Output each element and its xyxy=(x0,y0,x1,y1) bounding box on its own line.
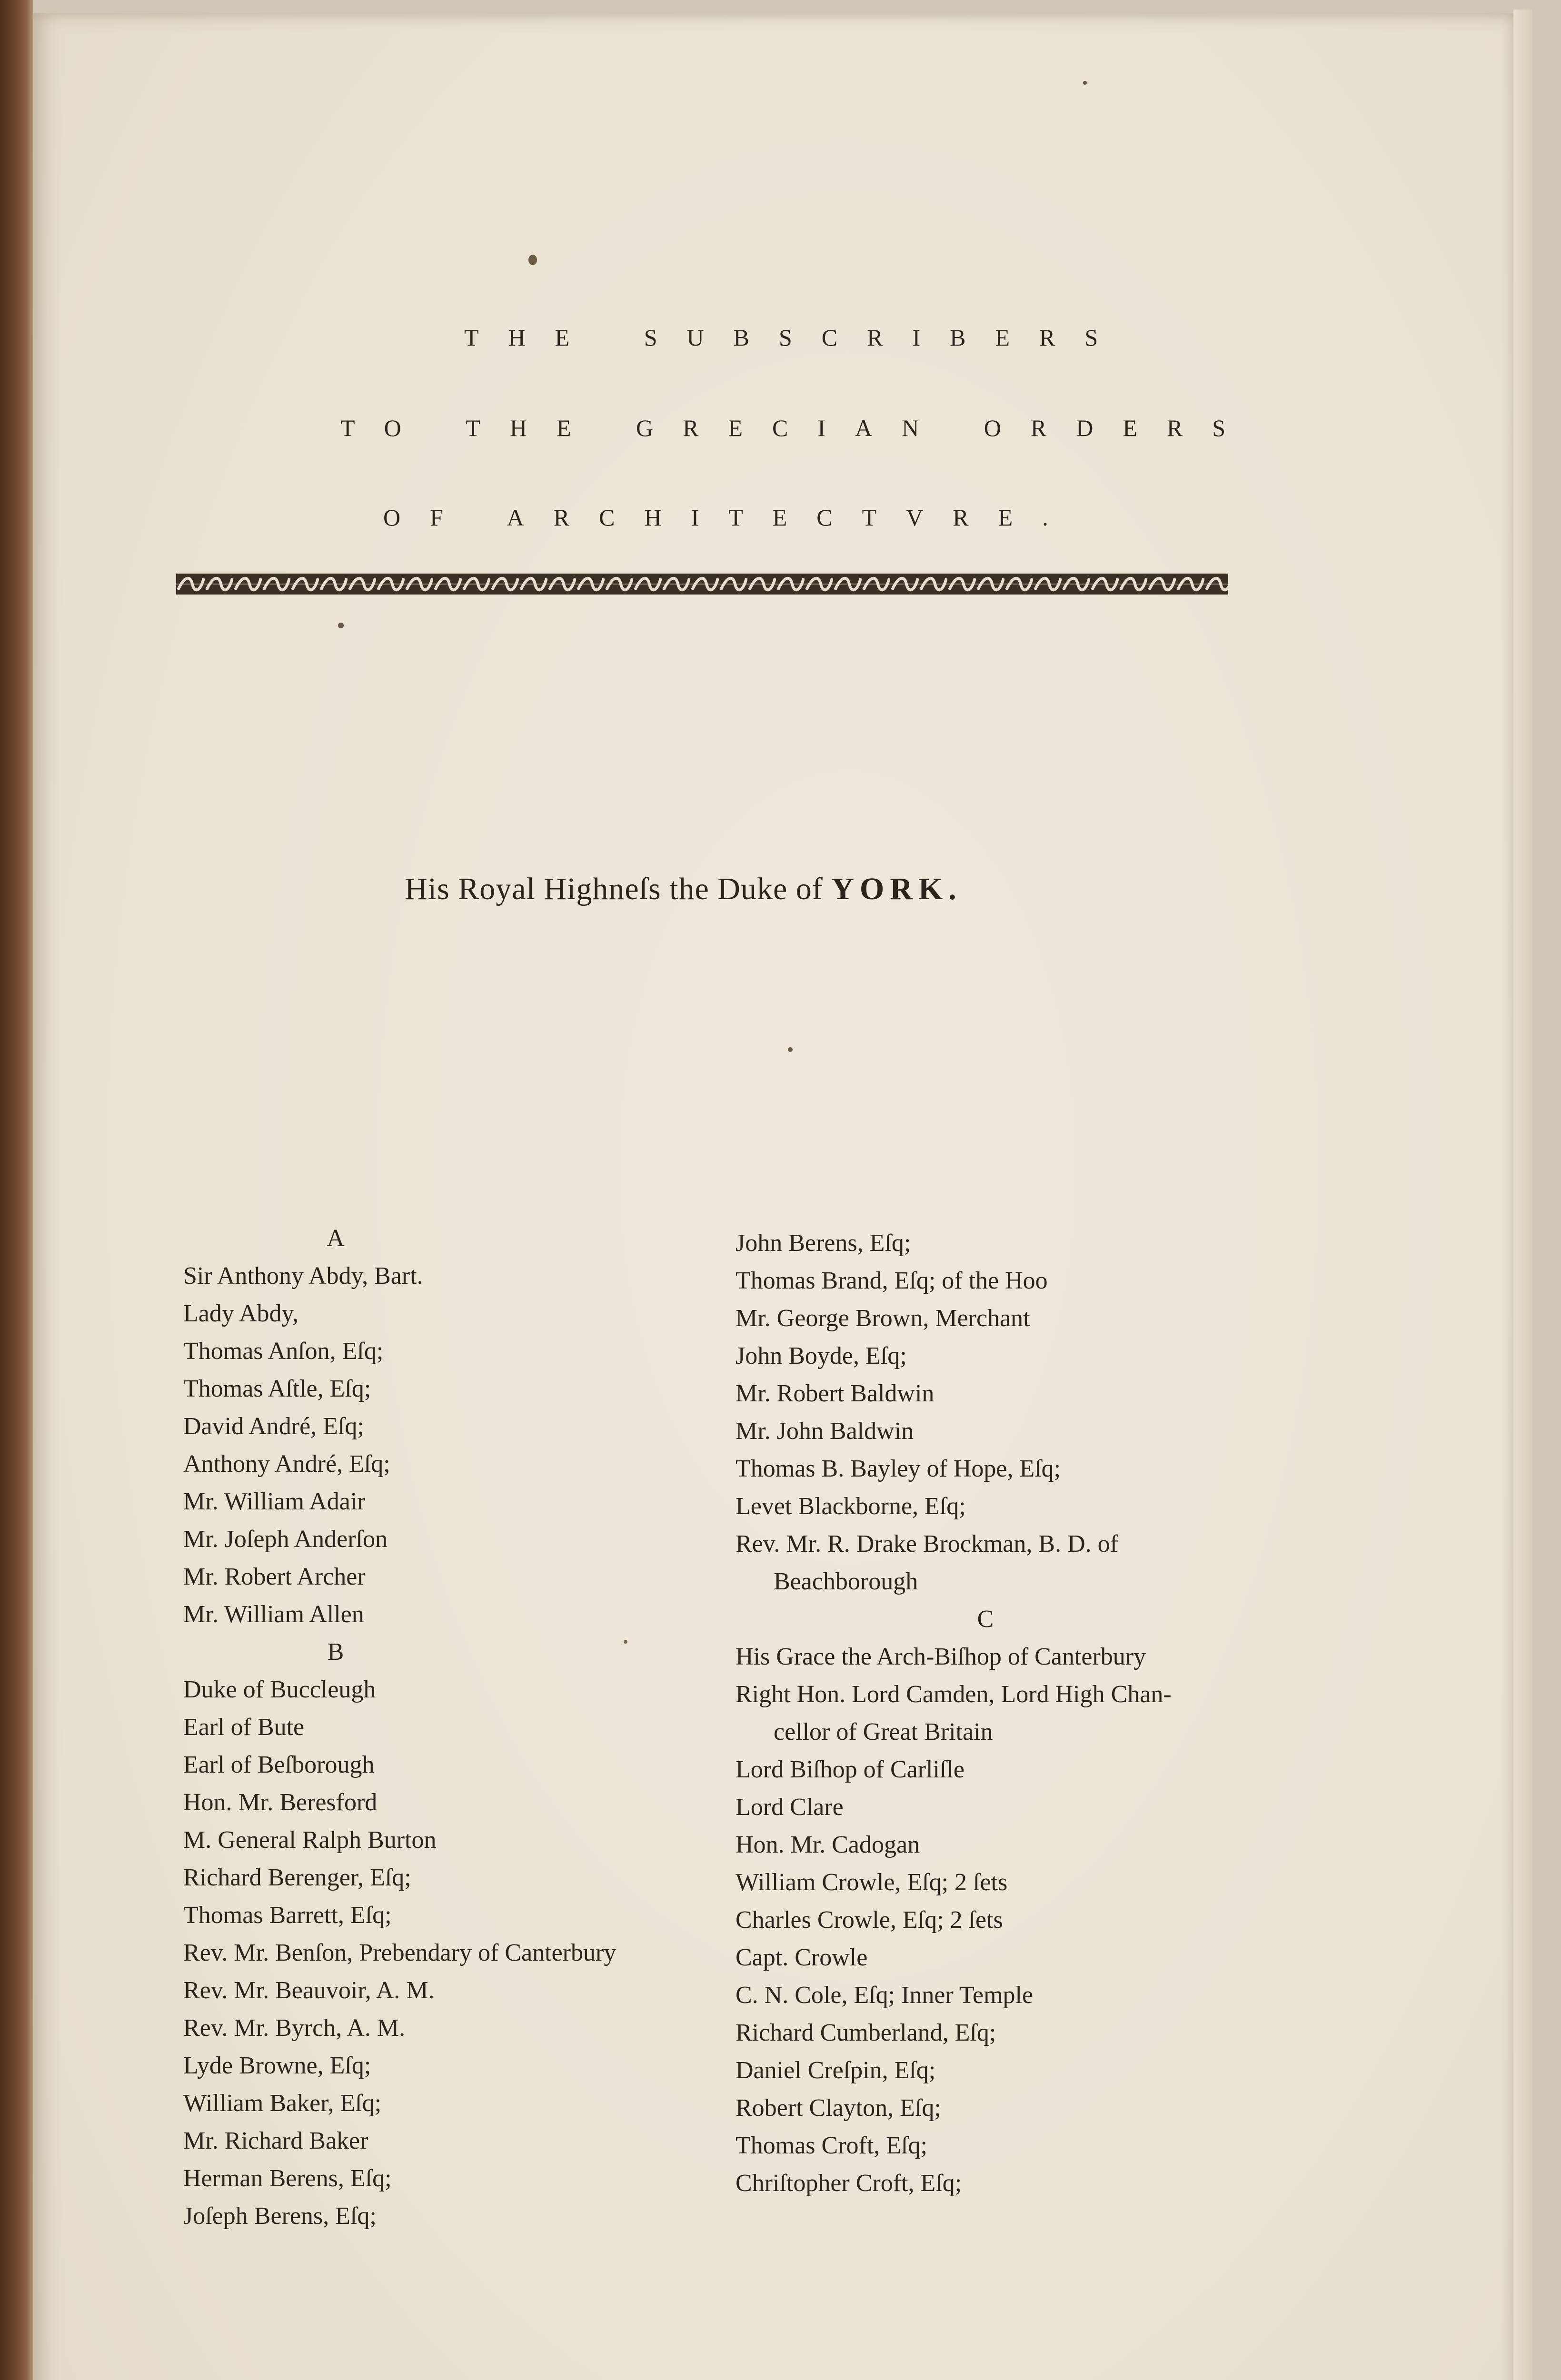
title-line-1: THE SUBSCRIBERS xyxy=(464,324,1128,351)
subscriber-entry: Mr. George Brown, Merchant xyxy=(736,1305,1030,1332)
subscriber-entry: Robert Clayton, Eſq; xyxy=(736,2094,941,2122)
subscriber-entry: His Grace the Arch-Biſhop of Canterbury xyxy=(736,1643,1146,1670)
subscriber-entry: M. General Ralph Burton xyxy=(183,1826,437,1854)
subscriber-entry: Charles Crowle, Eſq; 2 ſets xyxy=(736,1906,1003,1934)
title-line-3: OF ARCHITECTVRE. xyxy=(383,504,1078,531)
subscriber-entry-continuation: cellor of Great Britain xyxy=(774,1718,993,1745)
subscriber-entry: Joſeph Berens, Eſq; xyxy=(183,2202,377,2230)
subscriber-entry: Lord Biſhop of Carliſle xyxy=(736,1756,964,1783)
subscriber-entry: Duke of Buccleugh xyxy=(183,1676,376,1703)
subscriber-entry: David André, Eſq; xyxy=(183,1413,364,1440)
dedication-name: YORK. xyxy=(831,872,962,906)
subscriber-entry: Sir Anthony Abdy, Bart. xyxy=(183,1262,423,1289)
subscriber-entry: Mr. Joſeph Anderſon xyxy=(183,1526,388,1553)
page-stack-edge xyxy=(1513,10,1532,2380)
subscriber-entry: Anthony André, Eſq; xyxy=(183,1450,390,1478)
subscriber-entry: Mr. Robert Archer xyxy=(183,1563,366,1590)
subscriber-entry: Hon. Mr. Cadogan xyxy=(736,1831,920,1858)
subscriber-entry: Thomas Aſtle, Eſq; xyxy=(183,1375,371,1402)
subscriber-entry: Levet Blackborne, Eſq; xyxy=(736,1493,966,1520)
subscriber-entry: Richard Cumberland, Eſq; xyxy=(736,2019,996,2046)
foxing-speck xyxy=(338,623,344,628)
subscriber-column-right xyxy=(736,1224,1235,2202)
subscriber-entry: Rev. Mr. Benſon, Prebendary of Canterbury xyxy=(183,1939,616,1966)
subscriber-entry: Thomas Croft, Eſq; xyxy=(736,2132,927,2159)
subscriber-entry: Rev. Mr. R. Drake Brockman, B. D. of xyxy=(736,1530,1118,1557)
subscriber-entry: Thomas Anſon, Eſq; xyxy=(183,1338,384,1365)
subscriber-column-left xyxy=(183,1220,616,2235)
section-letter-c: C xyxy=(977,1606,994,1633)
subscriber-entry: John Boyde, Eſq; xyxy=(736,1342,907,1369)
subscriber-entry: Mr. William Adair xyxy=(183,1488,366,1515)
subscriber-entry: Mr. William Allen xyxy=(183,1601,364,1628)
subscriber-entry: Thomas Brand, Eſq; of the Hoo xyxy=(736,1267,1048,1294)
subscriber-entry: Lord Clare xyxy=(736,1794,844,1821)
foxing-speck xyxy=(788,1047,793,1052)
subscriber-entry: Earl of Beſborough xyxy=(183,1751,375,1778)
subscriber-entry: Rev. Mr. Beauvoir, A. M. xyxy=(183,1977,435,2004)
ornamental-rule xyxy=(176,574,1228,595)
subscriber-entry: Herman Berens, Eſq; xyxy=(183,2165,392,2192)
subscriber-entry: William Crowle, Eſq; 2 ſets xyxy=(736,1869,1008,1896)
subscriber-entry: Lady Abdy, xyxy=(183,1300,299,1327)
subscriber-entry: Earl of Bute xyxy=(183,1714,305,1741)
subscriber-entry: Chriſtopher Croft, Eſq; xyxy=(736,2170,962,2197)
subscriber-entry: Mr. John Baldwin xyxy=(736,1418,914,1445)
subscriber-entry: Richard Berenger, Eſq; xyxy=(183,1864,411,1891)
foxing-speck xyxy=(624,1640,627,1644)
subscriber-entry: Right Hon. Lord Camden, Lord High Chan- xyxy=(736,1681,1172,1708)
title-line-2: TO THE GRECIAN ORDERS xyxy=(340,415,1255,441)
section-letter-a: A xyxy=(327,1225,345,1252)
subscriber-entry: Mr. Richard Baker xyxy=(183,2127,368,2154)
book-binding-edge xyxy=(0,0,33,2380)
subscriber-entry: Thomas B. Bayley of Hope, Eſq; xyxy=(736,1455,1061,1482)
subscriber-entry: John Berens, Eſq; xyxy=(736,1230,911,1257)
subscriber-entry: Lyde Browne, Eſq; xyxy=(183,2052,371,2079)
subscriber-entry: William Baker, Eſq; xyxy=(183,2090,382,2117)
section-letter-b: B xyxy=(327,1638,344,1666)
subscriber-entry: Thomas Barrett, Eſq; xyxy=(183,1902,392,1929)
subscriber-entry: Hon. Mr. Beresford xyxy=(183,1789,378,1816)
subscriber-entry: C. N. Cole, Eſq; Inner Temple xyxy=(736,1982,1034,2009)
foxing-speck xyxy=(1083,81,1087,85)
subscriber-entry: Mr. Robert Baldwin xyxy=(736,1380,935,1407)
foxing-speck xyxy=(528,255,537,265)
subscriber-entry: Daniel Creſpin, Eſq; xyxy=(736,2057,936,2084)
subscriber-entry-continuation: Beachborough xyxy=(774,1568,918,1595)
dedication-line xyxy=(405,871,962,907)
dedication-prefix: His Royal Highneſs the Duke of xyxy=(405,872,823,906)
subscriber-entry: Rev. Mr. Byrch, A. M. xyxy=(183,2014,406,2042)
subscriber-entry: Capt. Crowle xyxy=(736,1944,868,1971)
